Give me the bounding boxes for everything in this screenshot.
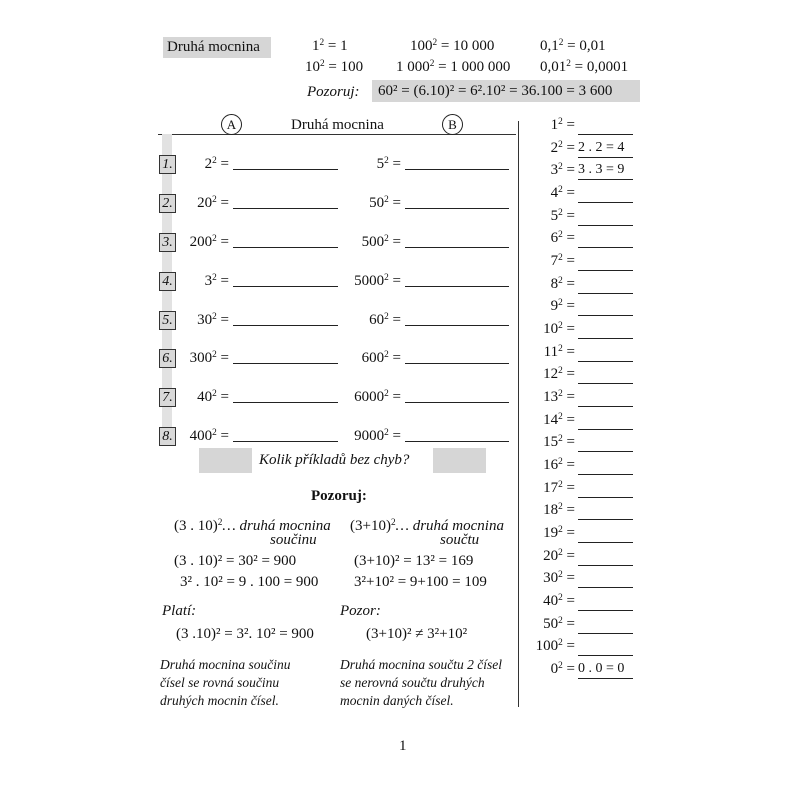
- header-row2-mid: 1 $000^2 = 1$ 000 000: [396, 58, 511, 75]
- square-item: $18^2$ =: [543, 501, 575, 518]
- answer-line-a[interactable]: [233, 247, 338, 248]
- score-box-left: [199, 448, 252, 473]
- square-answer[interactable]: [578, 253, 633, 271]
- square-answer[interactable]: [578, 389, 633, 407]
- answer-line-a[interactable]: [233, 208, 338, 209]
- square-item: $5^2$ =: [550, 207, 575, 224]
- exercise-number: 2.: [159, 194, 176, 213]
- square-answer[interactable]: [578, 548, 633, 566]
- square-item: $16^2$ =: [543, 456, 575, 473]
- exercise-item-a: $2^2$ =: [204, 155, 229, 172]
- answer-line-a[interactable]: [233, 363, 338, 364]
- square-answer[interactable]: [578, 344, 633, 362]
- square-answer[interactable]: [578, 321, 633, 339]
- rule-note-right: Druhá mocnina součtu 2 čísel se nerovná součtu druhých mocnin daných čísel.: [340, 657, 502, 708]
- square-item: $50^2$ =: [543, 615, 575, 632]
- observe-right-line1: (3+10)² = 13² = 169: [354, 553, 474, 569]
- observe-right-line2: 3²+10² = 9+100 = 109: [354, 574, 487, 590]
- square-answer[interactable]: [578, 525, 633, 543]
- answer-line-b[interactable]: [405, 247, 509, 248]
- square-answer[interactable]: [578, 593, 633, 611]
- square-item: $11^2$ =: [543, 343, 575, 360]
- square-item: $10^2$ =: [543, 320, 575, 337]
- exercise-top-rule: [158, 134, 516, 135]
- square-item: $19^2$ =: [543, 524, 575, 541]
- exercise-title: Druhá mocnina: [291, 117, 384, 133]
- square-answer[interactable]: [578, 366, 633, 384]
- exercise-item-b: $5000^2$ =: [354, 272, 401, 289]
- observe-right-head: $(3+10)^2\dots$ druhá mocnina: [350, 517, 504, 534]
- answer-line-a[interactable]: [233, 441, 338, 442]
- column-a-circle: A: [221, 114, 242, 135]
- exercise-item-b: $9000^2$ =: [354, 427, 401, 444]
- square-item: $2^2$ =: [550, 139, 575, 156]
- answer-line-b[interactable]: [405, 363, 509, 364]
- observe-left-line2: 3² . 10² = 9 . 100 = 900: [180, 574, 319, 590]
- exercise-item-b: $50^2$ =: [369, 194, 401, 211]
- square-answer[interactable]: 0 . 0 = 0: [578, 661, 633, 679]
- exercise-number: 4.: [159, 272, 176, 291]
- header-row1-mid: $100^2 = 10$ 000: [410, 37, 495, 54]
- square-answer[interactable]: [578, 208, 633, 226]
- square-answer[interactable]: 3 . 3 = 9: [578, 162, 633, 180]
- answer-line-b[interactable]: [405, 402, 509, 403]
- plati-formula: (3 .10)² = 3². 10² = 900: [176, 626, 314, 642]
- exercise-item-b: $6000^2$ =: [354, 388, 401, 405]
- exercise-item-b: $60^2$ =: [369, 311, 401, 328]
- header-observe-formula: 60² = (6.10)² = 6².10² = 36.100 = 3 600: [372, 80, 640, 102]
- square-item: $13^2$ =: [543, 388, 575, 405]
- exercise-footer: Kolik příkladů bez chyb?: [259, 452, 410, 468]
- exercise-number: 3.: [159, 233, 176, 252]
- exercise-item-a: $300^2$ =: [189, 349, 229, 366]
- answer-line-b[interactable]: [405, 325, 509, 326]
- exercise-item-b: $500^2$ =: [361, 233, 401, 250]
- header-row2-right: 0,01$^2$ = 0,0001: [540, 58, 629, 75]
- square-item: $6^2$ =: [550, 229, 575, 246]
- square-answer[interactable]: [578, 434, 633, 452]
- square-item: $4^2$ =: [550, 184, 575, 201]
- observe-left-desc2: součinu: [270, 532, 317, 548]
- square-item: $15^2$ =: [543, 433, 575, 450]
- exercise-number: 8.: [159, 427, 176, 446]
- exercise-item-a: $40^2$ =: [197, 388, 229, 405]
- answer-line-b[interactable]: [405, 286, 509, 287]
- answer-line-b[interactable]: [405, 208, 509, 209]
- square-answer[interactable]: [578, 276, 633, 294]
- rule-note-left: Druhá mocnina součinu čísel se rovná součinu druhých mocnin čísel.: [160, 657, 291, 708]
- exercise-item-a: $3^2$ =: [204, 272, 229, 289]
- exercise-item-b: $600^2$ =: [361, 349, 401, 366]
- square-item: $30^2$ =: [543, 569, 575, 586]
- square-item: $7^2$ =: [550, 252, 575, 269]
- square-item: $9^2$ =: [550, 297, 575, 314]
- exercise-item-a: $30^2$ =: [197, 311, 229, 328]
- answer-line-a[interactable]: [233, 325, 338, 326]
- page-number: 1: [399, 738, 407, 754]
- square-answer[interactable]: [578, 457, 633, 475]
- pozor-label: Pozor:: [340, 603, 381, 619]
- header-row1-right: $0,1^2 = 0,01$: [540, 37, 606, 54]
- square-answer[interactable]: [578, 570, 633, 588]
- square-item: $100^2$ =: [535, 637, 575, 654]
- header-title: Druhá mocnina: [163, 37, 271, 58]
- square-answer[interactable]: [578, 185, 633, 203]
- exercise-item-a: $20^2$ =: [197, 194, 229, 211]
- answer-line-a[interactable]: [233, 169, 338, 170]
- square-answer[interactable]: [578, 412, 633, 430]
- square-answer[interactable]: 2 . 2 = 4: [578, 140, 633, 158]
- header-row2: $10^2 = 100$: [305, 58, 364, 75]
- square-answer[interactable]: [578, 298, 633, 316]
- square-item: $17^2$ =: [543, 479, 575, 496]
- header-observe-label: Pozoruj:: [307, 84, 360, 100]
- exercise-item-b: $5^2$ =: [376, 155, 401, 172]
- answer-line-a[interactable]: [233, 402, 338, 403]
- observe-left-head: (3 . 10)$^2$… druhá mocnina: [174, 517, 331, 534]
- column-b-circle: B: [442, 114, 463, 135]
- observe-left-line1: (3 . 10)² = 30² = 900: [174, 553, 297, 569]
- answer-line-a[interactable]: [233, 286, 338, 287]
- exercise-number: 5.: [159, 311, 176, 330]
- square-item: $1^2$ =: [550, 116, 575, 133]
- header-row1: $1^2 = 1$: [312, 37, 348, 54]
- square-item: $20^2$ =: [543, 547, 575, 564]
- answer-line-b[interactable]: [405, 169, 509, 170]
- exercise-number: 1.: [159, 155, 176, 174]
- exercise-number: 7.: [159, 388, 176, 407]
- answer-line-b[interactable]: [405, 441, 509, 442]
- square-item: $8^2$ =: [550, 275, 575, 292]
- pozor-formula: (3+10)² ≠ 3²+10²: [366, 626, 468, 642]
- square-item: $14^2$ =: [543, 411, 575, 428]
- square-item: $3^2$ =: [550, 161, 575, 178]
- exercise-item-a: $400^2$ =: [189, 427, 229, 444]
- plati-label: Platí:: [162, 603, 197, 619]
- exercise-number: 6.: [159, 349, 176, 368]
- score-box-right: [433, 448, 486, 473]
- square-item: $12^2$ =: [543, 365, 575, 382]
- square-answer[interactable]: [578, 502, 633, 520]
- column-divider: [518, 121, 519, 707]
- square-answer[interactable]: [578, 638, 633, 656]
- observe-right-desc2: součtu: [440, 532, 480, 548]
- observe-title: Pozoruj:: [311, 488, 367, 504]
- square-answer[interactable]: [578, 117, 633, 135]
- square-item: $0^2$ =: [550, 660, 575, 677]
- square-answer[interactable]: [578, 616, 633, 634]
- square-answer[interactable]: [578, 480, 633, 498]
- square-item: $40^2$ =: [543, 592, 575, 609]
- square-answer[interactable]: [578, 230, 633, 248]
- exercise-item-a: $200^2$ =: [189, 233, 229, 250]
